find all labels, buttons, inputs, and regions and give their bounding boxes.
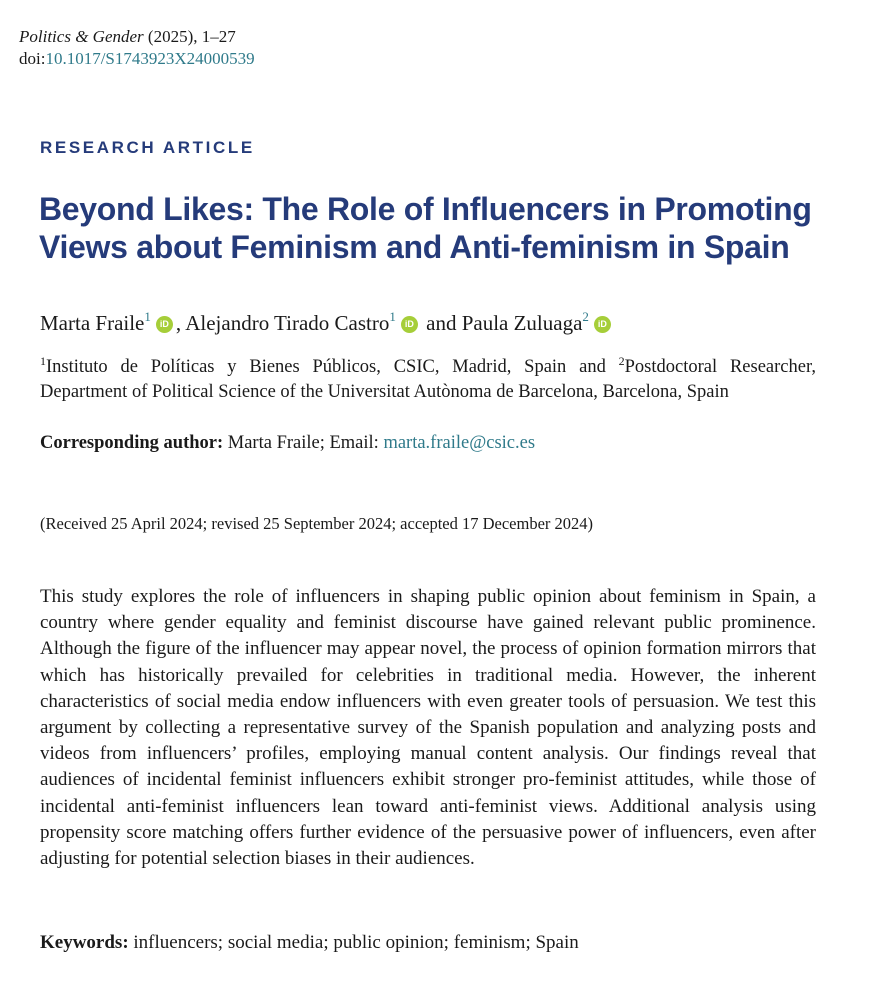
abstract: This study explores the role of influencers in shaping public opinion about feminism in Spain, a country where gender equality and feminist discourse have gained relevant public prominence. Although the figure of the influencer may appear novel, the process of opinion formation mirrors that which has historically prevailed for celebrities in traditional media. However, the inherent characteristics of social media endow influencers with even greater tools of persuasion. We test this argument by collecting a representative survey of the Spanish population and analyzing posts and videos from influencers’ profiles, employing manual content analysis. Our findings reveal that audiences of incidental feminist influencers exhibit stronger pro-feminist attitudes, while those of incidental anti-feminist influencers lean toward anti-feminist views. Additional analysis using propensity score matching offers further evidence of the persuasive power of influencers, even after adjusting for potential selection biases in their audiences. — [40, 586, 816, 870]
affiliations — [40, 355, 816, 405]
affiliation-number: 1 — [40, 354, 46, 368]
author-separator: , — [175, 311, 186, 335]
journal-year-pages: (2025), 1–27 — [143, 27, 236, 46]
doi-line — [19, 48, 255, 70]
article-title: Beyond Likes: The Role of Influencers in Promoting Views about Feminism and Anti-feminism in Spain — [39, 191, 812, 265]
author-name: Paula Zuluaga — [461, 311, 583, 335]
orcid-icon[interactable]: iD — [401, 316, 418, 333]
keywords — [40, 930, 579, 956]
keywords-label: Keywords: — [40, 932, 129, 953]
corresponding-text: Marta Fraile; Email: — [223, 433, 384, 453]
affiliation-number: 2 — [618, 354, 625, 368]
journal-line — [19, 26, 255, 48]
corresponding-label: Corresponding author: — [40, 433, 224, 453]
author-separator: and — [420, 311, 462, 335]
author-name: Alejandro Tirado Castro — [185, 311, 390, 335]
doi-prefix: doi: — [19, 49, 46, 68]
journal-name: Politics & Gender — [19, 27, 144, 46]
orcid-icon[interactable]: iD — [594, 316, 611, 333]
email-link[interactable]: marta.fraile@csic.es — [383, 433, 536, 453]
affiliation-text: Instituto de Políticas y Bienes Públicos, CSIC, Madrid, Spain and — [46, 357, 619, 377]
doi-link[interactable]: 10.1017/S1743923X24000539 — [45, 49, 255, 68]
author-affiliation-marker: 1 — [144, 309, 151, 324]
corresponding-author — [40, 431, 535, 456]
author-affiliation-marker: 1 — [389, 309, 396, 324]
affiliation-text: Postdoctoral Researcher, Department of Political Science of the Universitat Autònoma de Barcelona, Barcelona, Spain — [40, 357, 816, 402]
keywords-text: influencers; social media; public opinion; feminism; Spain — [128, 932, 579, 953]
author-affiliation-marker: 2 — [582, 309, 589, 324]
author-list — [40, 309, 614, 337]
received-dates: (Received 25 April 2024; revised 25 September 2024; accepted 17 December 2024) — [40, 514, 594, 533]
author-name: Marta Fraile — [40, 311, 145, 335]
journal-citation — [19, 26, 255, 70]
orcid-icon[interactable]: iD — [156, 316, 173, 333]
section-label: RESEARCH ARTICLE — [40, 138, 255, 157]
